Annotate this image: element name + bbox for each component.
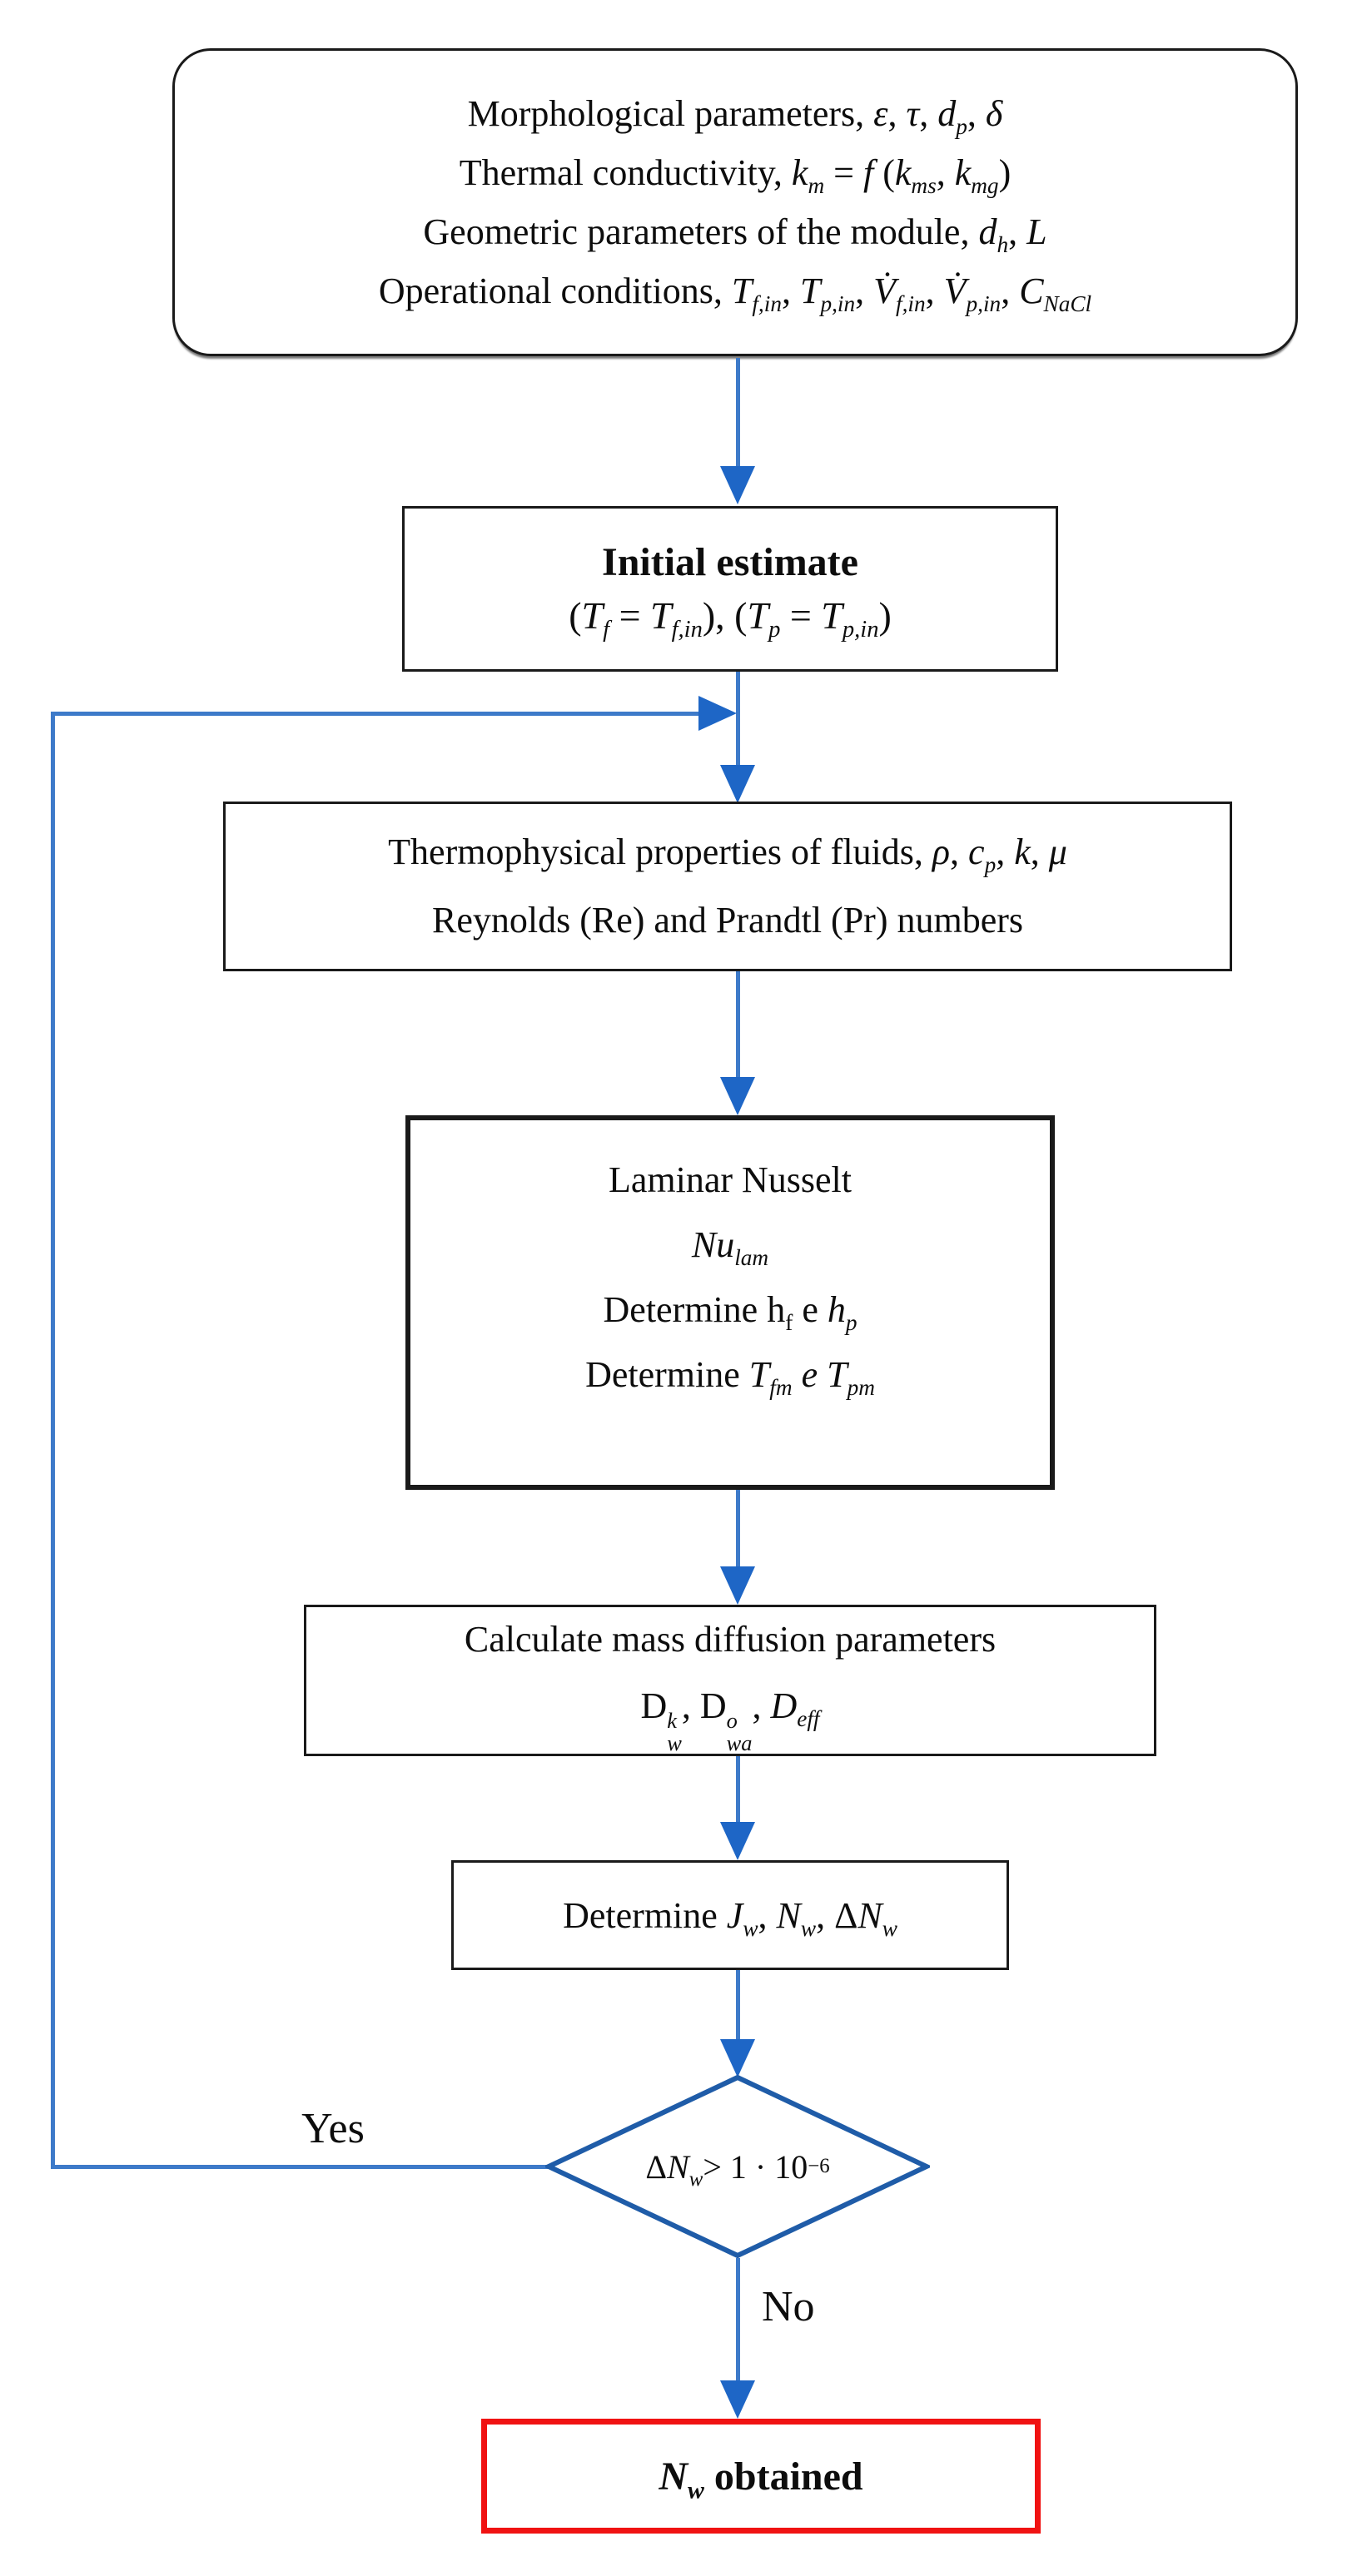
node-text-line: Operational conditions, $T_{f,in}$, $T_{p,in}$, $V̇_{f,in}$, $V̇_{p,in}$, $C_{NaCl}$ — [378, 271, 1092, 316]
arrow-shaft — [52, 712, 698, 716]
node-text-line: Thermal conductivity, $k_m = f$ ($k_{ms}$, $k_{mg}$) — [459, 152, 1012, 198]
arrow-decision-to-result — [719, 2258, 756, 2419]
decision-diamond — [545, 2074, 930, 2259]
arrowhead-down-icon — [720, 1566, 755, 1605]
arrow-shaft — [736, 971, 740, 1077]
node-text-line: Reynolds (Re) and Prandtl (Pr) numbers — [432, 900, 1023, 941]
feedback-loop-horizontal-line — [51, 2165, 549, 2169]
arrow-flux-to-decision — [719, 1970, 756, 2077]
arrow-nusselt-to-mass — [719, 1490, 756, 1605]
node-text-line: Thermophysical properties of fluids, ρ, $c_p$, k, μ — [388, 831, 1067, 877]
node-text-line: Calculate mass diffusion parameters — [464, 1619, 997, 1660]
input-parameters-node — [172, 48, 1298, 356]
yes-branch-label: Yes — [301, 2105, 365, 2152]
decision-condition: Δ $N_w$ > 1 · 10 −6 — [645, 2147, 830, 2191]
arrowhead-down-icon — [720, 2380, 755, 2419]
node-text-line: Laminar Nusselt — [608, 1159, 852, 1200]
arrow-shaft — [736, 2258, 740, 2380]
node-text-line: $Nu_{lam}$ — [691, 1224, 769, 1270]
initial-estimate-node — [402, 506, 1058, 672]
node-text-line: Determine $h_f$ e $h_p$ — [603, 1289, 857, 1335]
arrowhead-down-icon — [720, 765, 755, 803]
node-text-line: D k w , D o wa , $D_{eff}$ — [640, 1685, 820, 1755]
node-text-line: Determine $T_{fm}$ e $T_{pm}$ — [585, 1354, 875, 1400]
arrowhead-down-icon — [720, 2039, 755, 2077]
node-text-line: Morphological parameters, ε, τ, $d_p$, δ — [467, 93, 1003, 139]
node-text-line: Determine $J_w$, $N_w$, $\Delta N_w$ — [563, 1894, 897, 1941]
arrowhead-down-icon — [720, 1077, 755, 1115]
arrow-input-to-initial — [719, 358, 756, 504]
laminar-nusselt-node — [405, 1115, 1055, 1490]
arrow-shaft — [736, 1970, 740, 2039]
node-formula: $(T_f = T_{f,in})$, $(T_p = T_{p,in})$ — [569, 593, 892, 643]
thermo-properties-node — [223, 802, 1232, 971]
mass-diffusion-node — [304, 1605, 1156, 1756]
arrow-shaft — [736, 1756, 740, 1822]
arrow-mass-to-flux — [719, 1756, 756, 1860]
node-title: Initial estimate — [602, 539, 858, 584]
arrow-shaft — [736, 358, 740, 466]
feedback-arrow-into-main-line — [52, 695, 737, 732]
arrow-shaft — [736, 1490, 740, 1566]
result-node — [481, 2419, 1041, 2534]
arrowhead-down-icon — [720, 466, 755, 504]
node-text-line: Geometric parameters of the module, $d_h$, L — [423, 211, 1047, 257]
arrowhead-right-icon — [698, 696, 737, 731]
arrowhead-down-icon — [720, 1822, 755, 1860]
feedback-loop-vertical-line — [51, 712, 55, 2168]
no-branch-label: No — [762, 2283, 815, 2330]
node-text-line: $N_w$ obtained — [659, 2454, 863, 2504]
flux-determination-node — [451, 1860, 1009, 1970]
arrow-initial-to-thermo — [719, 672, 756, 803]
arrow-thermo-to-nusselt — [719, 971, 756, 1115]
